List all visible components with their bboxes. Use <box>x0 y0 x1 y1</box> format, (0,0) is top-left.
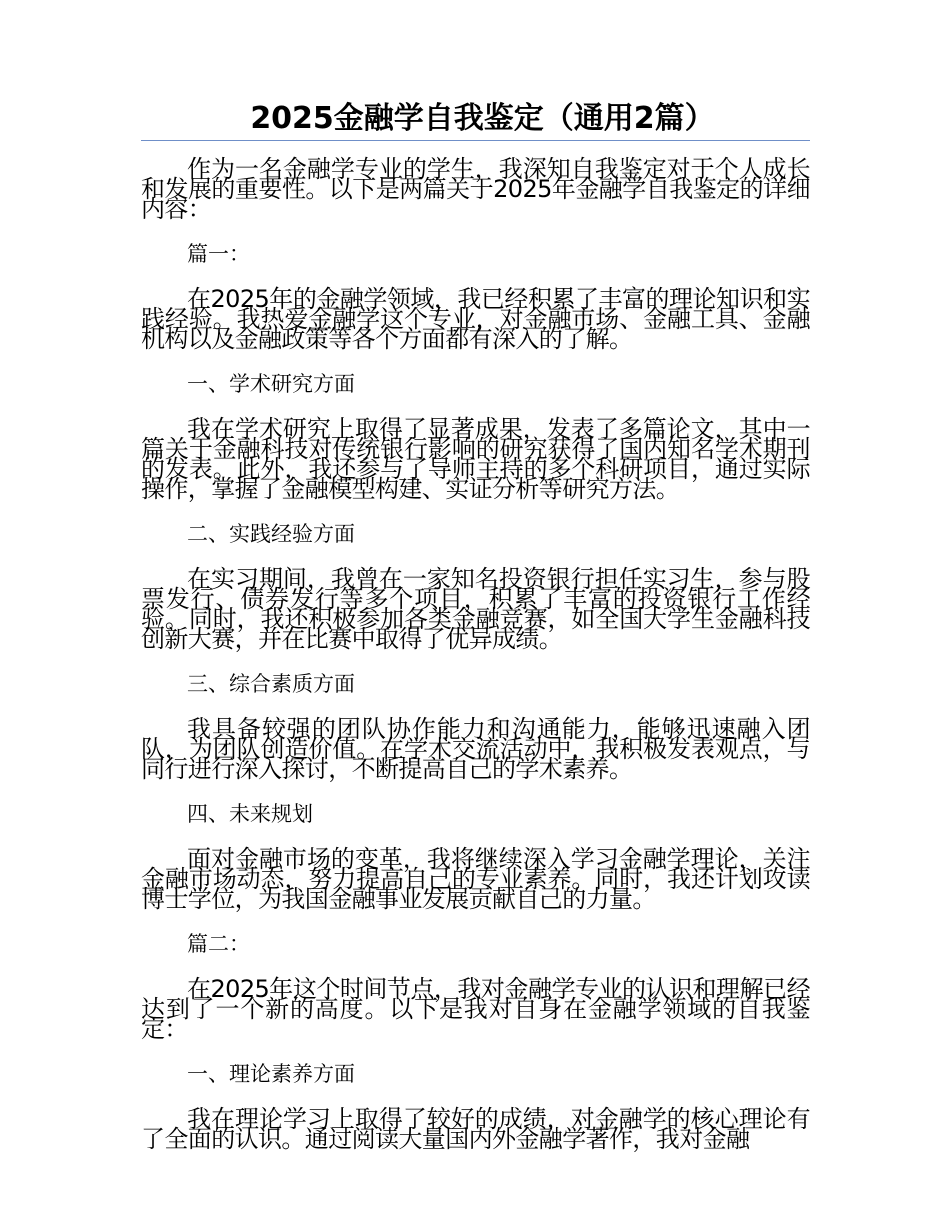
section-heading: 三、综合素质方面 <box>187 672 355 696</box>
paragraph: 在2025年这个时间节点，我对金融学专业的认识和理解已经达到了一个新的高度。以下是我对自身在金融学领域的自我鉴定： <box>141 975 810 1043</box>
document-title: 2025金融学自我鉴定（通用2篇） <box>141 100 810 141</box>
paragraph: 在2025年的金融学领域，我已经积累了丰富的理论知识和实践经验。我热爱金融学这个专业，对金融市场、金融工具、金融机构以及金融政策等各个方面都有深入的了解。 <box>141 285 810 353</box>
paragraph: 我具备较强的团队协作能力和沟通能力，能够迅速融入团队，为团队创造价值。在学术交流活动中，我积极发表观点，与同行进行深入探讨，不断提高自己的学术素养。 <box>141 715 810 783</box>
paragraph: 我在学术研究上取得了显著成果，发表了多篇论文，其中一篇关于金融科技对传统银行影响的研究获得了国内知名学术期刊的发表。此外，我还参与了导师主持的多个科研项目，通过实际操作，掌握了金融模型构建、实证分析等研究方法。 <box>141 415 810 503</box>
section-heading: 一、学术研究方面 <box>187 372 355 396</box>
section-heading: 四、未来规划 <box>187 802 313 826</box>
document-page <box>141 100 810 1173</box>
section-heading: 二、实践经验方面 <box>187 522 355 546</box>
section-heading-part-one: 篇一： <box>187 242 250 266</box>
section-heading: 一、理论素养方面 <box>187 1062 355 1086</box>
paragraph: 在实习期间，我曾在一家知名投资银行担任实习生，参与股票发行、债券发行等多个项目，积累了丰富的投资银行工作经验。同时，我还积极参加各类金融竞赛，如全国大学生金融科技创新大赛，并在比赛中取得了优异成绩。 <box>141 565 810 653</box>
paragraph: 面对金融市场的变革，我将继续深入学习金融学理论，关注金融市场动态，努力提高自己的专业素养。同时，我还计划攻读博士学位，为我国金融事业发展贡献自己的力量。 <box>141 845 810 913</box>
section-heading-part-two: 篇二： <box>187 932 250 956</box>
paragraph-intro: 作为一名金融学专业的学生，我深知自我鉴定对于个人成长和发展的重要性。以下是两篇关于2025年金融学自我鉴定的详细内容： <box>141 155 810 223</box>
document-body <box>141 155 810 1153</box>
paragraph: 我在理论学习上取得了较好的成绩，对金融学的核心理论有了全面的认识。通过阅读大量国内外金融学著作，我对金融 <box>141 1105 810 1153</box>
